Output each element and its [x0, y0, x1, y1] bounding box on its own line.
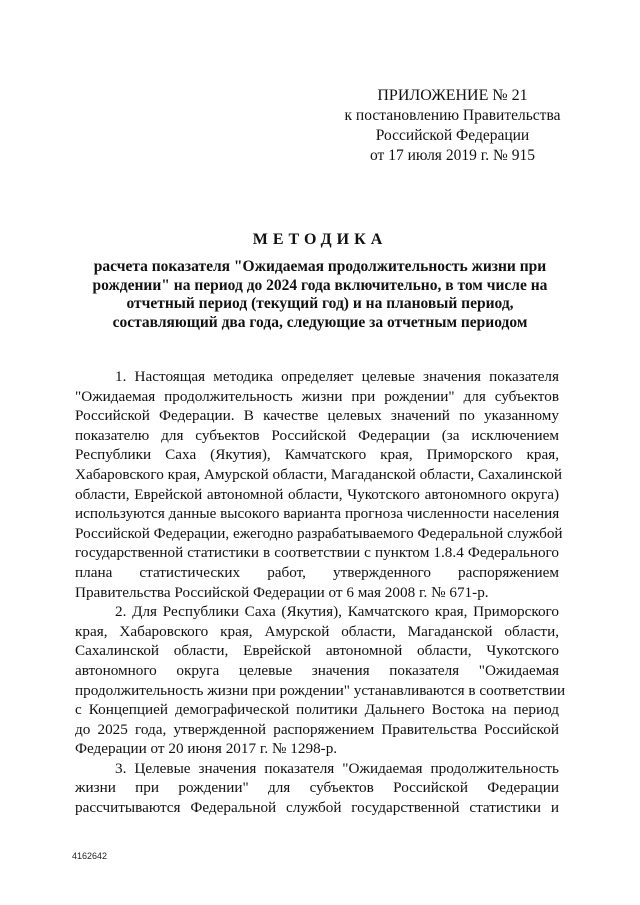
paragraph-1-line: области, Еврейской автономной области, Чукотского автономного округа) [75, 485, 559, 503]
subtitle-line: расчета показателя "Ожидаемая продолжительность жизни при [93, 258, 547, 275]
paragraph-2-line: продолжительность жизни при рождении" устанавливаются в соответствии [75, 681, 566, 699]
paragraph-2-line: автономного округа целевые значения показателя "Ожидаемая [75, 661, 559, 679]
document-subtitle [70, 258, 570, 332]
paragraph-2-line: края, Хабаровского края, Амурской области, Магаданской области, [75, 622, 559, 640]
subtitle-line: рождении" на период до 2024 года включительно, в том числе на [92, 276, 548, 294]
paragraph-1-line: Хабаровского края, Амурской области, Магаданской области, Сахалинской [75, 465, 562, 483]
paragraph-1-line: Российской Федерации, ежегодно разрабатываемого Федеральной службой [75, 524, 563, 542]
paragraph-3-line: рассчитываются Федеральной службой государственной статистики и [75, 799, 559, 817]
paragraph-1-line: Российской Федерации. В качестве целевых значений по указанному [75, 407, 559, 425]
paragraph-3-line: 3. Целевые значения показателя "Ожидаемая продолжительность [115, 759, 559, 777]
paragraph-1-line: "Ожидаемая продолжительность жизни при рождении" для субъектов [75, 387, 559, 405]
appendix-date-number: от 17 июля 2019 г. № 915 [370, 147, 535, 164]
appendix-resolution: к постановлению Правительства [344, 107, 561, 124]
subtitle-line: составляющий два года, следующие за отчетным периодом [112, 313, 528, 331]
paragraph-1-line: государственной статистики в соответствии с пунктом 1.8.4 Федерального [75, 544, 559, 562]
subtitle-line: отчетный период (текущий год) и на плановый период, [126, 295, 514, 312]
paragraph-2-line: Сахалинской области, Еврейской автономной области, Чукотского [75, 642, 559, 660]
paragraph-2-line: Федерации от 20 июня 2017 г. № 1298-р. [75, 740, 338, 758]
appendix-header [330, 86, 575, 166]
paragraph-1-line: Правительства Российской Федерации от 6 мая 2008 г. № 671-р. [75, 583, 489, 601]
document-body [75, 367, 566, 818]
paragraph-2-line: с Концепцией демографической политики Дальнего Востока на период [75, 701, 559, 719]
paragraph-1-line: плана статистических работ, утвержденного распоряжением [75, 563, 559, 581]
paragraph-1-line: Республики Саха (Якутия), Камчатского края, Приморского края, [75, 446, 559, 464]
paragraph-3-line: жизни при рождении" для субъектов Российской Федерации [75, 779, 559, 797]
appendix-government: Российской Федерации [375, 127, 530, 144]
document-title: МЕТОДИКА [252, 231, 388, 248]
paragraph-2-line: 2. Для Республики Саха (Якутия), Камчатского края, Приморского [115, 603, 559, 621]
paragraph-1-line: используются данные высокого варианта прогноза численности населения [75, 505, 560, 523]
document-id: 4162642 [72, 851, 108, 861]
appendix-number: ПРИЛОЖЕНИЕ № 21 [377, 87, 528, 104]
paragraph-1-line: показателю для субъектов Российской Федерации (за исключением [75, 426, 559, 444]
paragraph-1-line: 1. Настоящая методика определяет целевые значения показателя [115, 368, 559, 385]
paragraph-2-line: до 2025 года, утвержденной распоряжением Правительства Российской [75, 720, 559, 738]
